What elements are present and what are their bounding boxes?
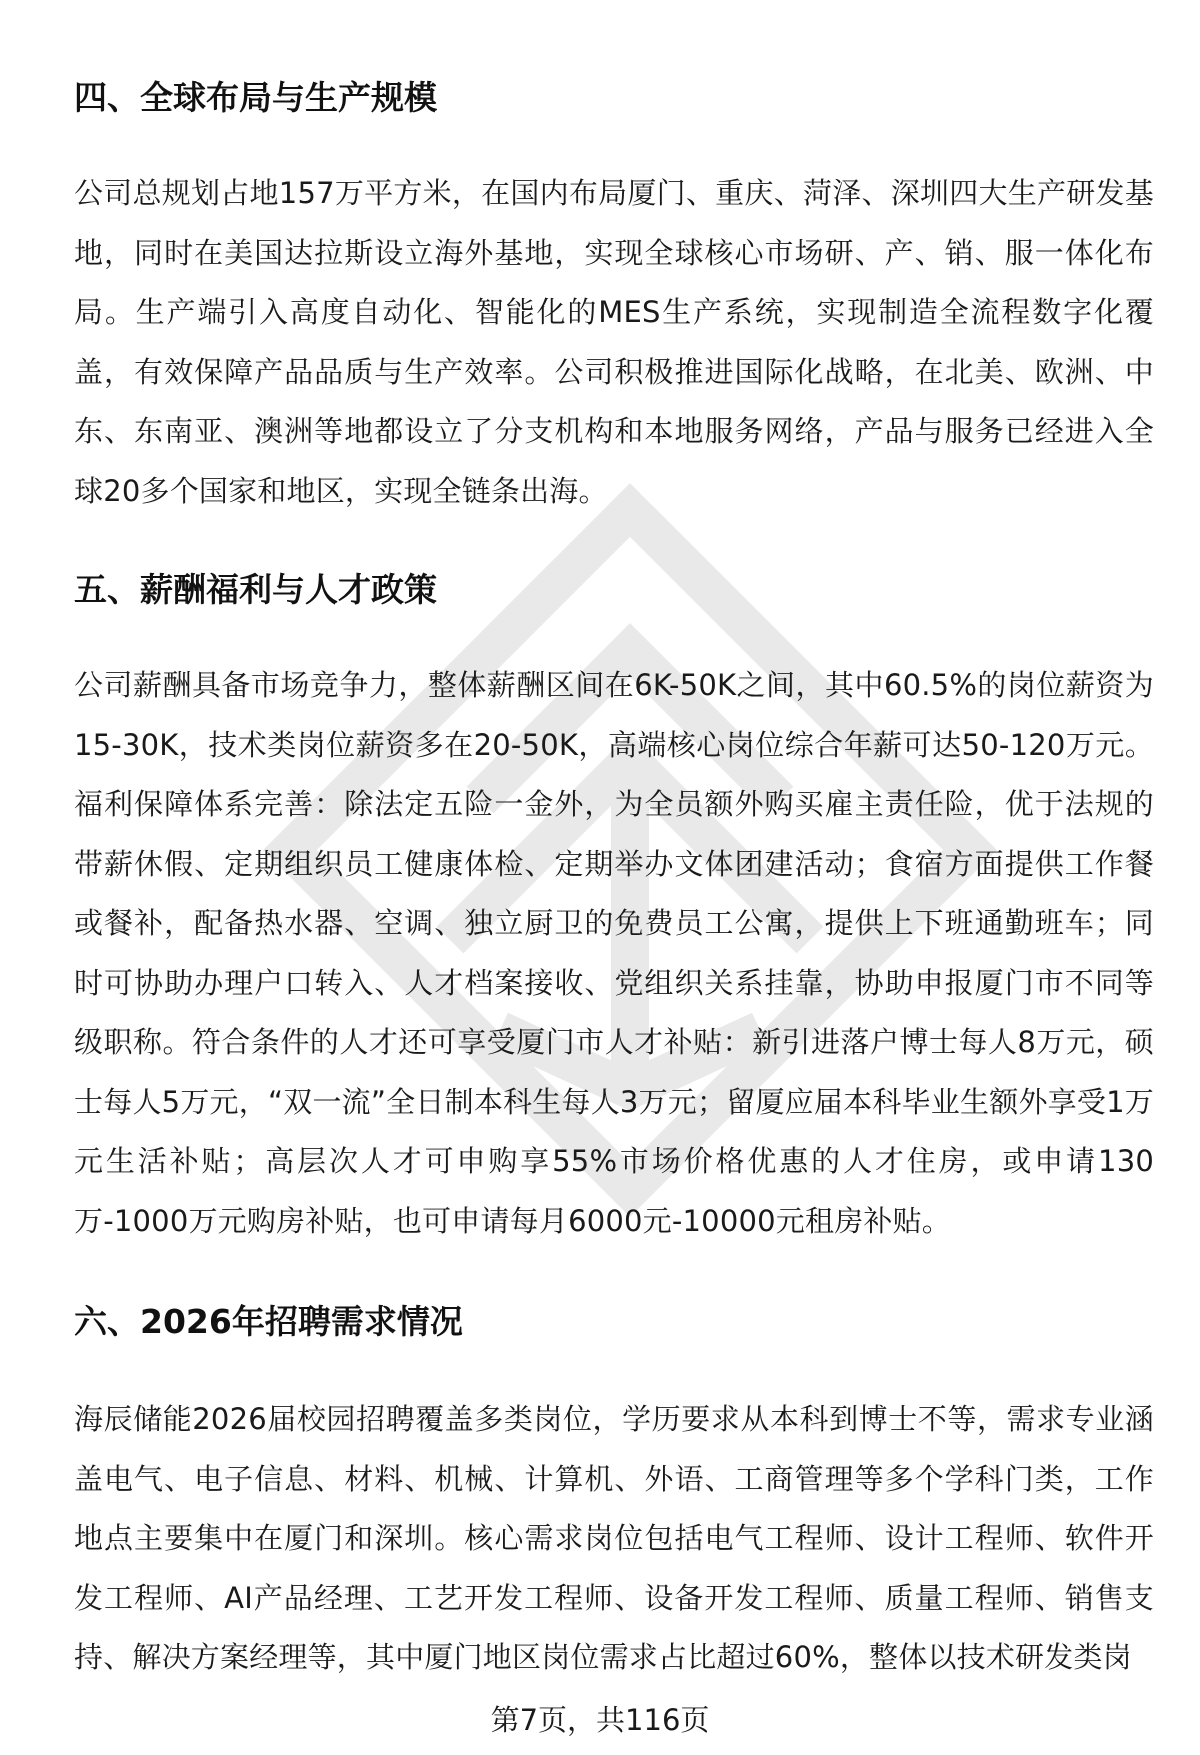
section-6-heading-wrap bbox=[74, 1302, 1154, 1342]
section-paragraph: 公司薪酬具备市场竞争力，整体薪酬区间在6K-50K之间，其中60.5%的岗位薪资为15-30K，技术类岗位薪资多在20-50K，高端核心岗位综合年薪可达50-120万元。福利保障体系完善：除法定五险一金外，为全员额外购买雇主责任险，优于法规的带薪休假、定期组织员工健康体检、定期举办文体团建活动；食宿方面提供工作餐或餐补，配备热水器、空调、独立厨卫的免费员工公寓，提供上下班通勤班车；同时可协助办理户口转入、人才档案接收、党组织关系挂靠，协助申报厦门市不同等级职称。符合条件的人才还可享受厦门市人才补贴：新引进落户博士每人8万元，硕士每人5万元，“双一流”全日制本科生每人3万元；留厦应届本科毕业生额外享受1万元生活补贴；高层次人才可申购享55%市场价格优惠的人才住房，或申请130万-1000万元购房补贴，也可申请每月6000元-10000元租房补贴。 bbox=[74, 668, 1154, 1238]
section-5-body-wrap bbox=[74, 656, 1154, 1251]
section-paragraph: 海辰储能2026届校园招聘覆盖多类岗位，学历要求从本科到博士不等，需求专业涵盖电气、电子信息、材料、机械、计算机、外语、工商管理等多个学科门类，工作地点主要集中在厦门和深圳。核心需求岗位包括电气工程师、设计工程师、软件开发工程师、AI产品经理、工艺开发工程师、设备开发工程师、质量工程师、销售支持、解决方案经理等，其中厦门地区岗位需求占比超过60%，整体以技术研发类岗 bbox=[74, 1402, 1154, 1674]
section-heading: 五、薪酬福利与人才政策 bbox=[74, 570, 437, 609]
section-6-body-wrap bbox=[74, 1390, 1154, 1688]
section-4-heading-wrap bbox=[74, 78, 1154, 118]
section-heading: 四、全球布局与生产规模 bbox=[74, 78, 437, 117]
page-number-footer: 第7页，共116页 bbox=[0, 1700, 1200, 1740]
section-heading: 六、2026年招聘需求情况 bbox=[74, 1302, 463, 1341]
section-4-body-wrap bbox=[74, 164, 1154, 521]
section-paragraph: 公司总规划占地157万平方米，在国内布局厦门、重庆、菏泽、深圳四大生产研发基地，同时在美国达拉斯设立海外基地，实现全球核心市场研、产、销、服一体化布局。生产端引入高度自动化、智能化的MES生产系统，实现制造全流程数字化覆盖，有效保障产品品质与生产效率。公司积极推进国际化战略，在北美、欧洲、中东、东南亚、澳洲等地都设立了分支机构和本地服务网络，产品与服务已经进入全球20多个国家和地区，实现全链条出海。 bbox=[74, 176, 1154, 508]
section-5-heading-wrap bbox=[74, 570, 1154, 610]
